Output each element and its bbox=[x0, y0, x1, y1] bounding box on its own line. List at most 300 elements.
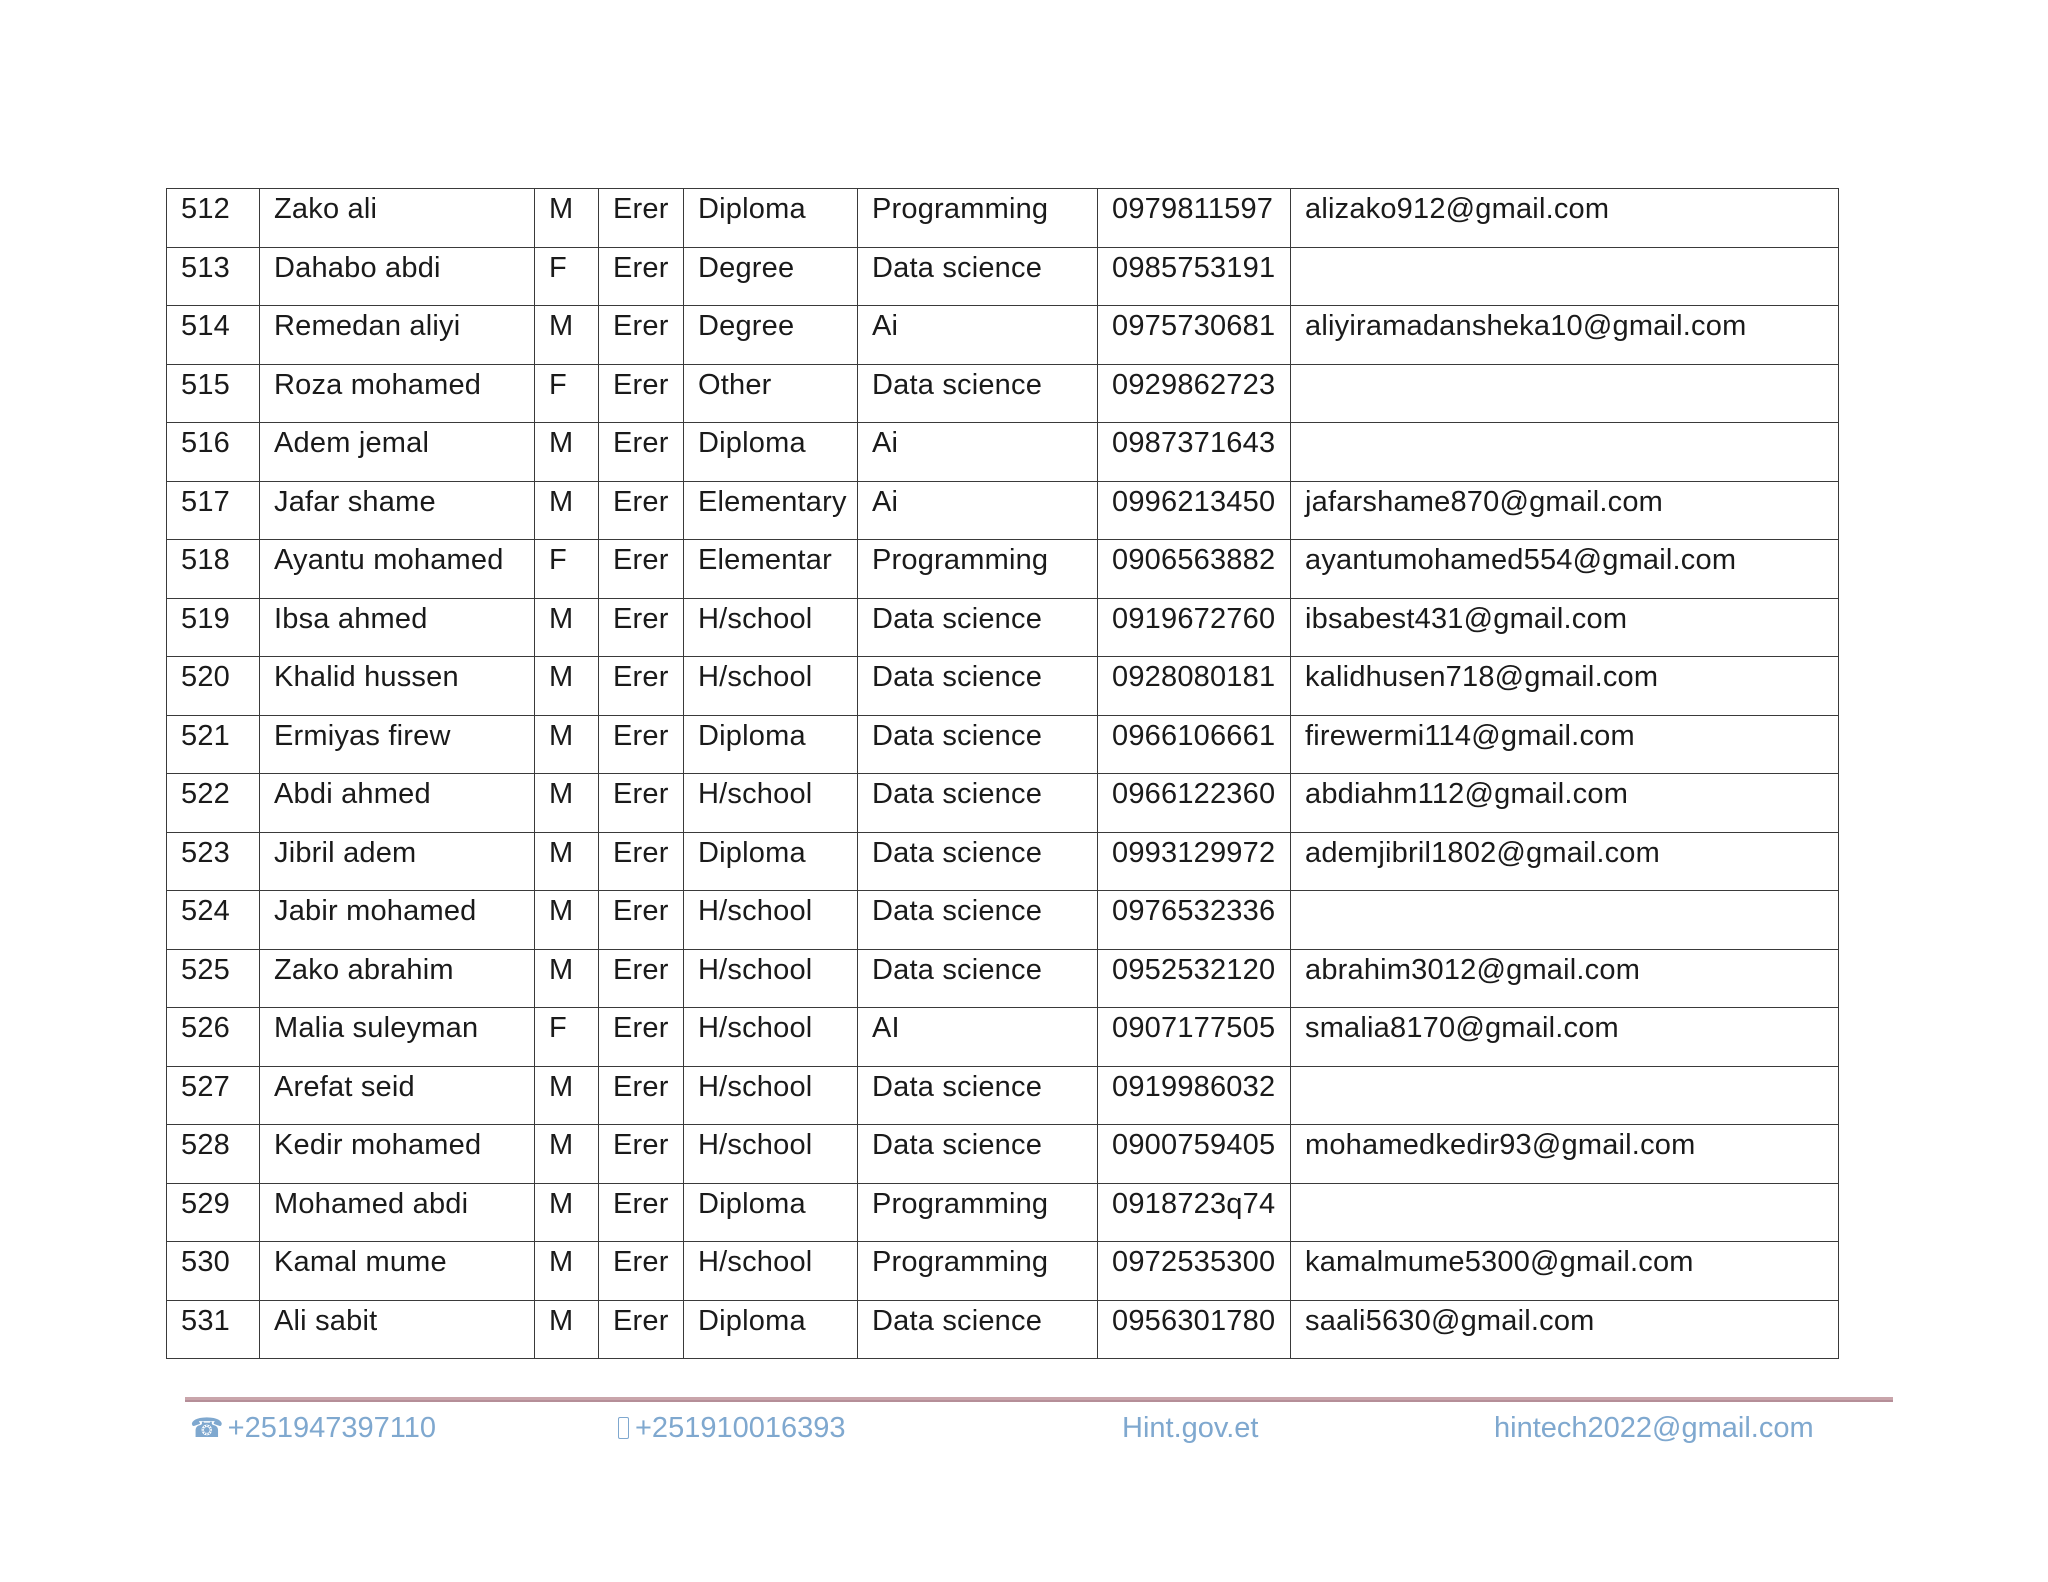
cell-email bbox=[1291, 715, 1839, 774]
cell-location bbox=[599, 598, 684, 657]
cell-email bbox=[1291, 481, 1839, 540]
cell-email-text: jafarshame870@gmail.com bbox=[1305, 485, 1664, 518]
cell-phone-text: 0975730681 bbox=[1112, 310, 1276, 342]
cell-name-text: Ibsa ahmed bbox=[274, 602, 428, 635]
cell-id bbox=[167, 189, 260, 248]
cell-location-text: Erer bbox=[613, 485, 669, 518]
cell-name bbox=[260, 832, 535, 891]
cell-location-text: Erer bbox=[613, 661, 669, 693]
cell-name bbox=[260, 1183, 535, 1242]
cell-id bbox=[167, 423, 260, 482]
cell-phone bbox=[1098, 306, 1291, 365]
cell-location-text: Erer bbox=[613, 719, 669, 752]
cell-id-text: 514 bbox=[181, 310, 230, 342]
cell-name bbox=[260, 423, 535, 482]
cell-name bbox=[260, 1125, 535, 1184]
cell-field-text: Ai bbox=[872, 485, 899, 518]
cell-id-text: 520 bbox=[181, 661, 230, 693]
cell-sex bbox=[535, 189, 599, 248]
cell-email-text: ayantumohamed554@gmail.com bbox=[1305, 544, 1737, 576]
table-row bbox=[167, 657, 1839, 716]
cell-field-text: Data science bbox=[872, 895, 1043, 927]
cell-education bbox=[684, 423, 858, 482]
telephone-icon: ☎ bbox=[190, 1413, 224, 1443]
cell-phone-text: 0919986032 bbox=[1112, 1070, 1276, 1103]
cell-location bbox=[599, 1066, 684, 1125]
cell-sex-text: M bbox=[549, 1246, 574, 1278]
cell-education bbox=[684, 481, 858, 540]
cell-id-text: 525 bbox=[181, 953, 230, 986]
footer-phone-2 bbox=[618, 1408, 845, 1448]
table-body bbox=[167, 189, 1839, 1359]
cell-location bbox=[599, 540, 684, 599]
cell-education-text: Elementary bbox=[698, 485, 847, 518]
cell-field-text: AI bbox=[872, 1012, 900, 1044]
cell-sex bbox=[535, 1242, 599, 1301]
footer-phone-2-text: +251910016393 bbox=[635, 1412, 846, 1444]
cell-location bbox=[599, 1300, 684, 1359]
cell-id-text: 530 bbox=[181, 1246, 230, 1278]
cell-education bbox=[684, 1242, 858, 1301]
cell-email bbox=[1291, 1183, 1839, 1242]
cell-education-text: H/school bbox=[698, 1129, 813, 1161]
cell-location-text: Erer bbox=[613, 193, 669, 225]
cell-name bbox=[260, 540, 535, 599]
cell-sex bbox=[535, 657, 599, 716]
cell-field-text: Ai bbox=[872, 427, 899, 459]
cell-sex bbox=[535, 423, 599, 482]
cell-id bbox=[167, 598, 260, 657]
cell-education-text: Degree bbox=[698, 251, 795, 284]
cell-name bbox=[260, 598, 535, 657]
cell-field bbox=[858, 189, 1098, 248]
cell-education-text: Other bbox=[698, 368, 772, 401]
cell-field bbox=[858, 657, 1098, 716]
cell-education-text: Diploma bbox=[698, 1304, 806, 1337]
cell-email-text: saali5630@gmail.com bbox=[1305, 1304, 1595, 1337]
cell-education bbox=[684, 1066, 858, 1125]
cell-name bbox=[260, 774, 535, 833]
cell-id bbox=[167, 1125, 260, 1184]
cell-email bbox=[1291, 189, 1839, 248]
cell-phone-text: 0985753191 bbox=[1112, 251, 1276, 284]
cell-location-text: Erer bbox=[613, 953, 669, 986]
table-row bbox=[167, 598, 1839, 657]
cell-sex-text: M bbox=[549, 661, 574, 693]
cell-name bbox=[260, 949, 535, 1008]
cell-sex bbox=[535, 306, 599, 365]
cell-sex-text: M bbox=[549, 602, 574, 635]
cell-phone-text: 0907177505 bbox=[1112, 1012, 1276, 1044]
cell-field bbox=[858, 306, 1098, 365]
cell-email-text: alizako912@gmail.com bbox=[1305, 193, 1610, 225]
cell-sex bbox=[535, 1183, 599, 1242]
cell-sex-text: F bbox=[549, 368, 567, 401]
mobile-phone-icon bbox=[618, 1417, 629, 1439]
cell-id bbox=[167, 364, 260, 423]
cell-field bbox=[858, 1300, 1098, 1359]
cell-sex bbox=[535, 598, 599, 657]
cell-name bbox=[260, 1008, 535, 1067]
cell-education-text: H/school bbox=[698, 602, 813, 635]
table-row bbox=[167, 481, 1839, 540]
cell-phone bbox=[1098, 657, 1291, 716]
cell-education-text: Diploma bbox=[698, 193, 806, 225]
cell-phone-text: 0919672760 bbox=[1112, 602, 1276, 635]
cell-id-text: 512 bbox=[181, 193, 230, 225]
cell-phone-text: 0972535300 bbox=[1112, 1246, 1276, 1278]
cell-name bbox=[260, 891, 535, 950]
cell-location bbox=[599, 306, 684, 365]
cell-education-text: Diploma bbox=[698, 836, 806, 869]
cell-id-text: 531 bbox=[181, 1304, 230, 1337]
cell-location-text: Erer bbox=[613, 251, 669, 284]
cell-email bbox=[1291, 306, 1839, 365]
cell-education-text: H/school bbox=[698, 778, 813, 810]
cell-education bbox=[684, 949, 858, 1008]
cell-education-text: H/school bbox=[698, 1246, 813, 1278]
table-row bbox=[167, 1066, 1839, 1125]
cell-field bbox=[858, 832, 1098, 891]
cell-education-text: H/school bbox=[698, 895, 813, 927]
cell-name bbox=[260, 1242, 535, 1301]
cell-sex bbox=[535, 247, 599, 306]
cell-email bbox=[1291, 774, 1839, 833]
table-row bbox=[167, 1008, 1839, 1067]
cell-name bbox=[260, 481, 535, 540]
cell-field-text: Data science bbox=[872, 1129, 1043, 1161]
cell-sex-text: M bbox=[549, 778, 574, 810]
table-row bbox=[167, 540, 1839, 599]
cell-field-text: Programming bbox=[872, 1246, 1049, 1278]
cell-location bbox=[599, 774, 684, 833]
cell-email-text: abdiahm112@gmail.com bbox=[1305, 778, 1629, 810]
cell-name-text: Dahabo abdi bbox=[274, 251, 441, 284]
cell-id bbox=[167, 1300, 260, 1359]
cell-education bbox=[684, 598, 858, 657]
cell-phone-text: 0976532336 bbox=[1112, 895, 1276, 927]
cell-phone bbox=[1098, 1125, 1291, 1184]
cell-phone bbox=[1098, 715, 1291, 774]
cell-phone bbox=[1098, 364, 1291, 423]
cell-email bbox=[1291, 832, 1839, 891]
cell-field-text: Data science bbox=[872, 251, 1043, 284]
cell-email bbox=[1291, 657, 1839, 716]
cell-location-text: Erer bbox=[613, 310, 669, 342]
cell-location bbox=[599, 949, 684, 1008]
cell-name-text: Ali sabit bbox=[274, 1304, 378, 1337]
cell-email-text: mohamedkedir93@gmail.com bbox=[1305, 1129, 1696, 1161]
cell-sex-text: M bbox=[549, 895, 574, 927]
cell-email bbox=[1291, 364, 1839, 423]
cell-id-text: 526 bbox=[181, 1012, 230, 1044]
cell-education bbox=[684, 1125, 858, 1184]
cell-phone bbox=[1098, 949, 1291, 1008]
cell-field-text: Programming bbox=[872, 544, 1049, 576]
footer-email-text[interactable]: hintech2022@gmail.com bbox=[1494, 1412, 1814, 1444]
table-row bbox=[167, 189, 1839, 248]
table-row bbox=[167, 949, 1839, 1008]
cell-location bbox=[599, 423, 684, 482]
cell-field bbox=[858, 423, 1098, 482]
cell-name-text: Mohamed abdi bbox=[274, 1187, 469, 1220]
cell-education-text: Diploma bbox=[698, 719, 806, 752]
cell-location-text: Erer bbox=[613, 1129, 669, 1161]
cell-education bbox=[684, 364, 858, 423]
cell-location bbox=[599, 189, 684, 248]
cell-field-text: Data science bbox=[872, 778, 1043, 810]
cell-name bbox=[260, 247, 535, 306]
cell-email-text: smalia8170@gmail.com bbox=[1305, 1012, 1619, 1044]
cell-field-text: Data science bbox=[872, 1070, 1043, 1103]
cell-location bbox=[599, 715, 684, 774]
cell-field-text: Data science bbox=[872, 1304, 1043, 1337]
cell-name-text: Roza mohamed bbox=[274, 368, 482, 401]
cell-name-text: Jafar shame bbox=[274, 485, 436, 518]
cell-email bbox=[1291, 1066, 1839, 1125]
cell-location-text: Erer bbox=[613, 602, 669, 635]
table-row bbox=[167, 1183, 1839, 1242]
cell-id-text: 521 bbox=[181, 719, 230, 752]
cell-sex-text: M bbox=[549, 1187, 574, 1220]
cell-location-text: Erer bbox=[613, 1187, 669, 1220]
cell-sex bbox=[535, 540, 599, 599]
table-row bbox=[167, 364, 1839, 423]
cell-phone-text: 0987371643 bbox=[1112, 427, 1276, 459]
cell-name-text: Adem jemal bbox=[274, 427, 430, 459]
cell-email bbox=[1291, 1300, 1839, 1359]
cell-field-text: Ai bbox=[872, 310, 899, 342]
cell-field bbox=[858, 715, 1098, 774]
cell-education bbox=[684, 1183, 858, 1242]
cell-location bbox=[599, 1242, 684, 1301]
cell-education-text: H/school bbox=[698, 953, 813, 986]
cell-email-text: aliyiramadansheka10@gmail.com bbox=[1305, 310, 1747, 342]
cell-phone bbox=[1098, 1183, 1291, 1242]
cell-sex-text: M bbox=[549, 1304, 574, 1337]
cell-education-text: Elementar bbox=[698, 544, 832, 576]
cell-sex bbox=[535, 364, 599, 423]
table-row bbox=[167, 774, 1839, 833]
cell-phone bbox=[1098, 891, 1291, 950]
cell-location bbox=[599, 481, 684, 540]
cell-name-text: Malia suleyman bbox=[274, 1012, 479, 1044]
cell-id bbox=[167, 247, 260, 306]
cell-phone bbox=[1098, 247, 1291, 306]
cell-sex bbox=[535, 1300, 599, 1359]
cell-sex-text: F bbox=[549, 1012, 567, 1044]
cell-field bbox=[858, 540, 1098, 599]
cell-location bbox=[599, 1008, 684, 1067]
cell-id-text: 516 bbox=[181, 427, 230, 459]
table-row bbox=[167, 1300, 1839, 1359]
cell-field bbox=[858, 949, 1098, 1008]
cell-field bbox=[858, 247, 1098, 306]
cell-id bbox=[167, 540, 260, 599]
cell-field bbox=[858, 1066, 1098, 1125]
cell-location bbox=[599, 832, 684, 891]
cell-id bbox=[167, 657, 260, 716]
cell-id bbox=[167, 481, 260, 540]
cell-location bbox=[599, 891, 684, 950]
cell-name-text: Jabir mohamed bbox=[274, 895, 477, 927]
cell-email bbox=[1291, 598, 1839, 657]
footer-divider bbox=[185, 1397, 1893, 1402]
cell-name bbox=[260, 1066, 535, 1125]
cell-id-text: 527 bbox=[181, 1070, 230, 1103]
cell-education bbox=[684, 774, 858, 833]
cell-email bbox=[1291, 540, 1839, 599]
cell-field-text: Data science bbox=[872, 368, 1043, 401]
cell-sex bbox=[535, 1066, 599, 1125]
cell-name-text: Abdi ahmed bbox=[274, 778, 431, 810]
cell-name-text: Kedir mohamed bbox=[274, 1129, 482, 1161]
table-row bbox=[167, 891, 1839, 950]
cell-field bbox=[858, 774, 1098, 833]
cell-location-text: Erer bbox=[613, 836, 669, 869]
cell-phone bbox=[1098, 1300, 1291, 1359]
cell-email-text: kalidhusen718@gmail.com bbox=[1305, 661, 1659, 693]
cell-location-text: Erer bbox=[613, 1304, 669, 1337]
cell-email-text: firewermi114@gmail.com bbox=[1305, 719, 1635, 752]
cell-sex bbox=[535, 832, 599, 891]
cell-id bbox=[167, 949, 260, 1008]
cell-phone-text: 0996213450 bbox=[1112, 485, 1276, 518]
cell-field bbox=[858, 1008, 1098, 1067]
cell-phone bbox=[1098, 1008, 1291, 1067]
footer-website[interactable] bbox=[1122, 1408, 1258, 1448]
cell-email bbox=[1291, 891, 1839, 950]
cell-phone bbox=[1098, 423, 1291, 482]
cell-phone-text: 0952532120 bbox=[1112, 953, 1276, 986]
cell-education-text: Degree bbox=[698, 310, 795, 342]
cell-name-text: Remedan aliyi bbox=[274, 310, 461, 342]
cell-sex bbox=[535, 774, 599, 833]
cell-location bbox=[599, 1183, 684, 1242]
cell-location bbox=[599, 247, 684, 306]
cell-field-text: Data science bbox=[872, 719, 1043, 752]
cell-field bbox=[858, 598, 1098, 657]
table-row bbox=[167, 1242, 1839, 1301]
cell-id-text: 517 bbox=[181, 485, 230, 518]
cell-phone-text: 0929862723 bbox=[1112, 368, 1276, 401]
cell-email bbox=[1291, 247, 1839, 306]
cell-sex bbox=[535, 1008, 599, 1067]
cell-sex-text: M bbox=[549, 427, 574, 459]
cell-name-text: Arefat seid bbox=[274, 1070, 415, 1103]
cell-education bbox=[684, 189, 858, 248]
footer-email[interactable] bbox=[1494, 1408, 1814, 1448]
cell-phone-text: 0993129972 bbox=[1112, 836, 1276, 869]
cell-education bbox=[684, 832, 858, 891]
cell-location-text: Erer bbox=[613, 368, 669, 401]
cell-education-text: H/school bbox=[698, 1012, 813, 1044]
cell-id-text: 518 bbox=[181, 544, 230, 576]
table-row bbox=[167, 1125, 1839, 1184]
cell-name-text: Kamal mume bbox=[274, 1246, 447, 1278]
cell-email-text: abrahim3012@gmail.com bbox=[1305, 953, 1641, 986]
cell-field-text: Data science bbox=[872, 953, 1043, 986]
cell-email bbox=[1291, 1242, 1839, 1301]
cell-id bbox=[167, 891, 260, 950]
cell-location bbox=[599, 657, 684, 716]
cell-field-text: Programming bbox=[872, 1187, 1049, 1220]
cell-id bbox=[167, 1066, 260, 1125]
cell-sex-text: M bbox=[549, 1070, 574, 1103]
cell-field bbox=[858, 364, 1098, 423]
cell-field-text: Programming bbox=[872, 193, 1049, 225]
cell-location-text: Erer bbox=[613, 544, 669, 576]
cell-name-text: Zako abrahim bbox=[274, 953, 454, 986]
cell-education-text: H/school bbox=[698, 661, 813, 693]
cell-name-text: Khalid hussen bbox=[274, 661, 459, 693]
cell-sex bbox=[535, 1125, 599, 1184]
cell-phone-text: 0900759405 bbox=[1112, 1129, 1276, 1161]
cell-field-text: Data science bbox=[872, 661, 1043, 693]
cell-education bbox=[684, 657, 858, 716]
cell-education bbox=[684, 1300, 858, 1359]
cell-id bbox=[167, 1008, 260, 1067]
cell-field bbox=[858, 1125, 1098, 1184]
cell-phone bbox=[1098, 598, 1291, 657]
cell-name bbox=[260, 189, 535, 248]
cell-id bbox=[167, 1242, 260, 1301]
cell-phone-text: 0906563882 bbox=[1112, 544, 1276, 576]
cell-id-text: 523 bbox=[181, 836, 230, 869]
cell-field bbox=[858, 891, 1098, 950]
cell-location-text: Erer bbox=[613, 895, 669, 927]
page-footer bbox=[0, 1408, 2048, 1452]
table-row bbox=[167, 832, 1839, 891]
cell-education-text: Diploma bbox=[698, 1187, 806, 1220]
cell-field bbox=[858, 1183, 1098, 1242]
cell-id-text: 529 bbox=[181, 1187, 230, 1220]
cell-phone bbox=[1098, 540, 1291, 599]
cell-phone bbox=[1098, 1242, 1291, 1301]
cell-education-text: H/school bbox=[698, 1070, 813, 1103]
cell-location-text: Erer bbox=[613, 427, 669, 459]
cell-email bbox=[1291, 949, 1839, 1008]
cell-email-text: ademjibril1802@gmail.com bbox=[1305, 836, 1660, 869]
cell-phone-text: 0979811597 bbox=[1112, 193, 1274, 225]
cell-phone-text: 0956301780 bbox=[1112, 1304, 1276, 1337]
cell-email bbox=[1291, 1125, 1839, 1184]
cell-id-text: 522 bbox=[181, 778, 230, 810]
cell-name-text: Zako ali bbox=[274, 193, 378, 225]
cell-phone bbox=[1098, 481, 1291, 540]
cell-id-text: 524 bbox=[181, 895, 230, 927]
table-row bbox=[167, 306, 1839, 365]
cell-name bbox=[260, 657, 535, 716]
cell-id bbox=[167, 715, 260, 774]
cell-sex-text: M bbox=[549, 193, 574, 225]
footer-website-text[interactable]: Hint.gov.et bbox=[1122, 1412, 1259, 1444]
cell-field-text: Data science bbox=[872, 602, 1043, 635]
cell-education bbox=[684, 540, 858, 599]
cell-email-text: ibsabest431@gmail.com bbox=[1305, 602, 1628, 635]
cell-sex-text: M bbox=[549, 310, 574, 342]
cell-sex-text: M bbox=[549, 719, 574, 752]
cell-name-text: Ermiyas firew bbox=[274, 719, 451, 752]
cell-field-text: Data science bbox=[872, 836, 1043, 869]
cell-name bbox=[260, 715, 535, 774]
cell-location bbox=[599, 364, 684, 423]
cell-id-text: 528 bbox=[181, 1129, 230, 1161]
cell-id-text: 519 bbox=[181, 602, 230, 635]
cell-id bbox=[167, 1183, 260, 1242]
cell-sex bbox=[535, 481, 599, 540]
cell-location-text: Erer bbox=[613, 1246, 669, 1278]
